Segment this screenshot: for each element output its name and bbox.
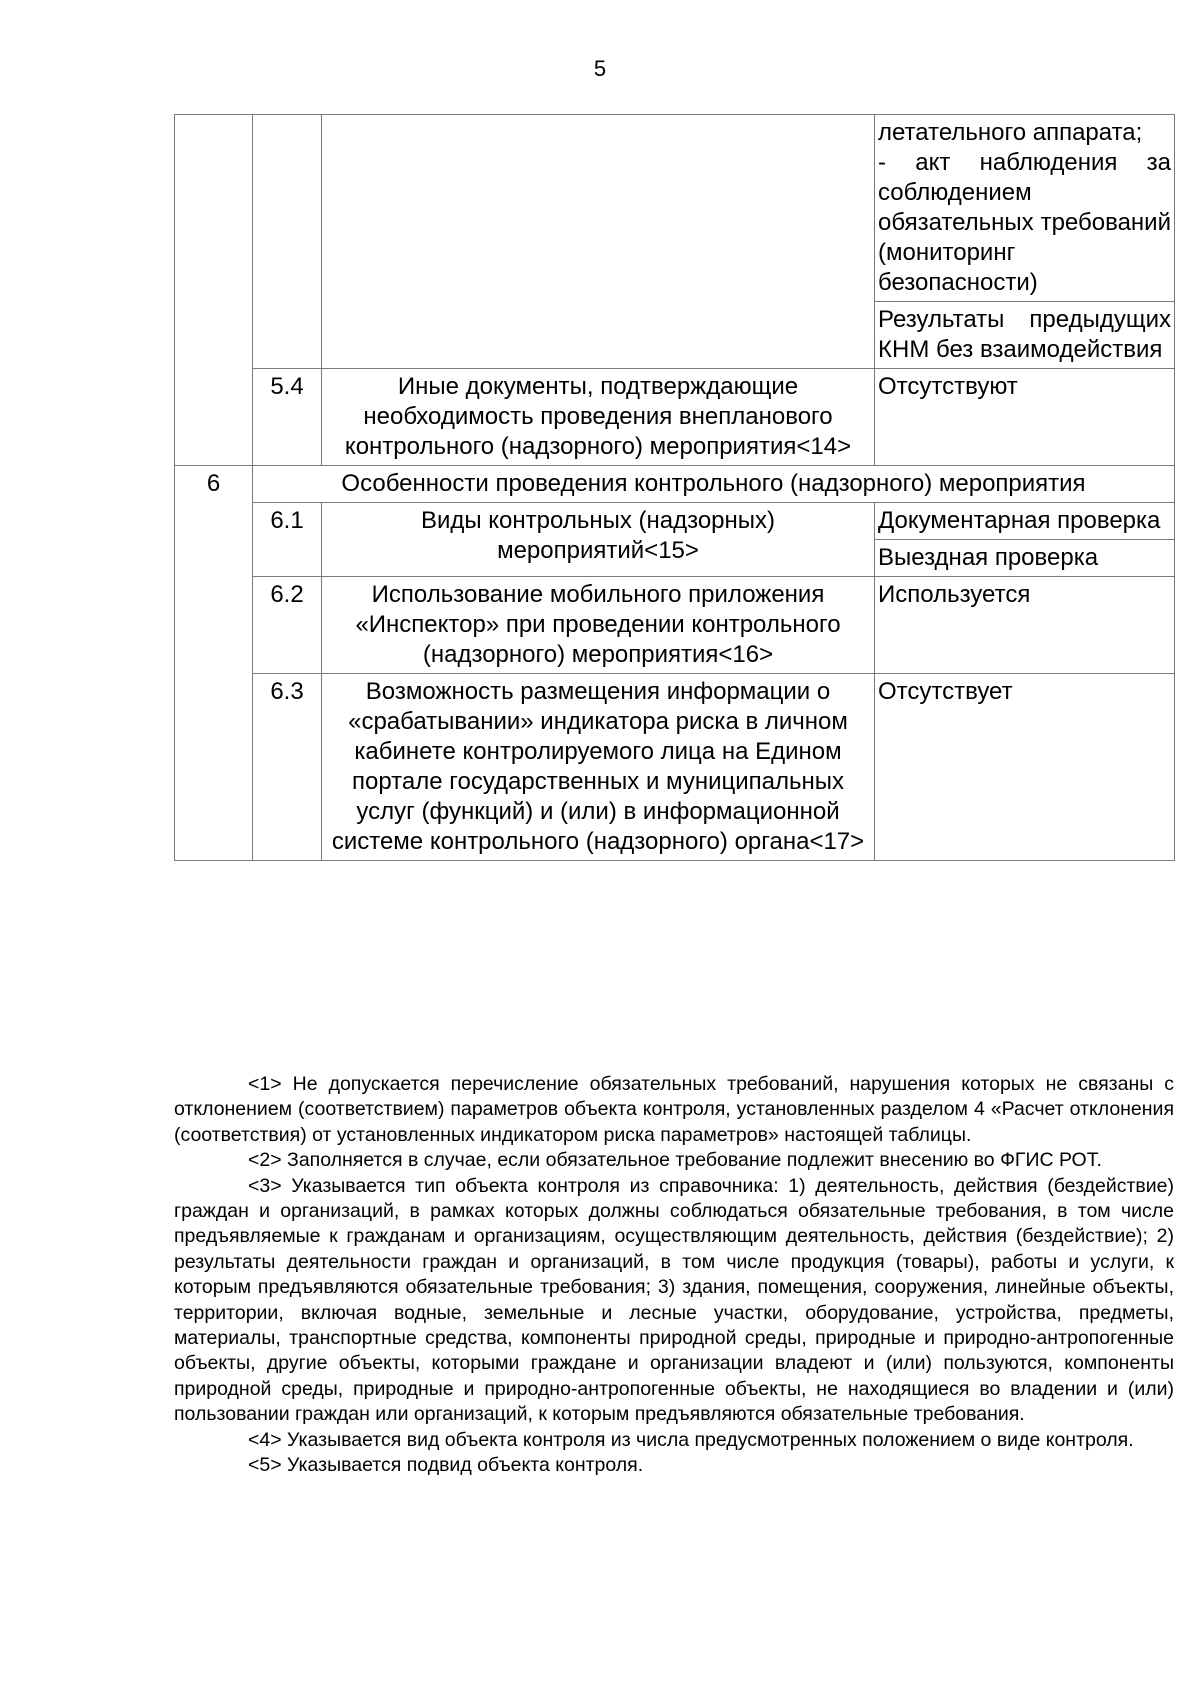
- item-label-cell: Использование мобильного приложения «Инспектор» при проведении контрольного (надзорного) мероприятия<16>: [322, 577, 875, 674]
- footnote-2: <2> Заполняется в случае, если обязательное требование подлежит внесению во ФГИС РОТ.: [248, 1149, 1102, 1172]
- table-row: [175, 674, 1175, 861]
- value-cell: Используется: [875, 577, 1175, 674]
- table-row: [175, 466, 1175, 503]
- item-label-cell: Иные документы, подтверждающие необходимость проведения внепланового контрольного (надзорного) мероприятия<14>: [322, 369, 875, 466]
- value-cell: Результаты предыдущих КНМ без взаимодействия: [875, 302, 1175, 369]
- footnote-5: <5> Указывается подвид объекта контроля.: [248, 1454, 644, 1477]
- footnote-4: <4> Указывается вид объекта контроля из числа предусмотренных положением о виде контроля.: [248, 1428, 1134, 1451]
- item-label-cell: Виды контрольных (надзорных) мероприятий<15>: [322, 503, 875, 577]
- value-cell: Выездная проверка: [875, 540, 1175, 577]
- table-row: [175, 115, 1175, 302]
- item-number-cell: 6.1: [253, 503, 322, 577]
- inspection-table: [174, 114, 1175, 861]
- footnotes: [174, 1072, 1174, 1479]
- item-number-cell: 6.3: [253, 674, 322, 861]
- section-number-cell: [175, 115, 253, 466]
- table-row: [175, 503, 1175, 540]
- value-cell: Отсутствуют: [875, 369, 1175, 466]
- page-number: 5: [593, 56, 607, 81]
- value-cell: летательного аппарата; - акт наблюдения за соблюдением обязательных требований (мониторинг безопасности): [875, 115, 1175, 302]
- item-label-cell: Возможность размещения информации о «срабатывании» индикатора риска в личном кабинете контролируемого лица на Едином портале государственных и муниципальных услуг (функций) и (или) в информационной системе контрольного (надзорного) органа<17>: [322, 674, 875, 861]
- value-cell: Документарная проверка: [875, 503, 1175, 540]
- table-row: [175, 369, 1175, 466]
- footnote-1: <1> Не допускается перечисление обязательных требований, нарушения которых не связаны с отклонением (соответствием) параметров объекта контроля, установленных разделом 4 «Расчет отклонения (соответствия) от установленных индикатором риска параметров» настоящей таблицы.: [174, 1073, 1174, 1146]
- item-number-cell: 6.2: [253, 577, 322, 674]
- footnote-3: <3> Указывается тип объекта контроля из справочника: 1) деятельность, действия (бездействие) граждан и организаций, в рамках которых должны соблюдаться обязательные требования, в том числе предъявляемые к гражданам и организациям, осуществляющим деятельность, действия (бездействие); 2) результаты деятельности граждан и организаций, в том числе продукция (товары), работы и услуги, к которым предъявляются обязательные требования; 3) здания, помещения, сооружения, линейные объекты, территории, включая водные, земельные и лесные участки, оборудование, устройства, предметы, материалы, транспортные средства, компоненты природной среды, природные и природно-антропогенные объекты, другие объекты, которыми граждане и организации владеют и (или) пользуются, компоненты природной среды, природные и природно-антропогенные объекты, не находящиеся во владении и (или) пользовании граждан или организаций, к которым предъявляются обязательные требования.: [174, 1174, 1174, 1426]
- item-label-cell: [322, 115, 875, 369]
- item-number-cell: 5.4: [253, 369, 322, 466]
- value-cell: Отсутствует: [875, 674, 1175, 861]
- item-number-cell: [253, 115, 322, 369]
- table-row: [175, 577, 1175, 674]
- section-title-cell: Особенности проведения контрольного (надзорного) мероприятия: [253, 466, 1175, 503]
- section-number-cell: 6: [175, 466, 253, 861]
